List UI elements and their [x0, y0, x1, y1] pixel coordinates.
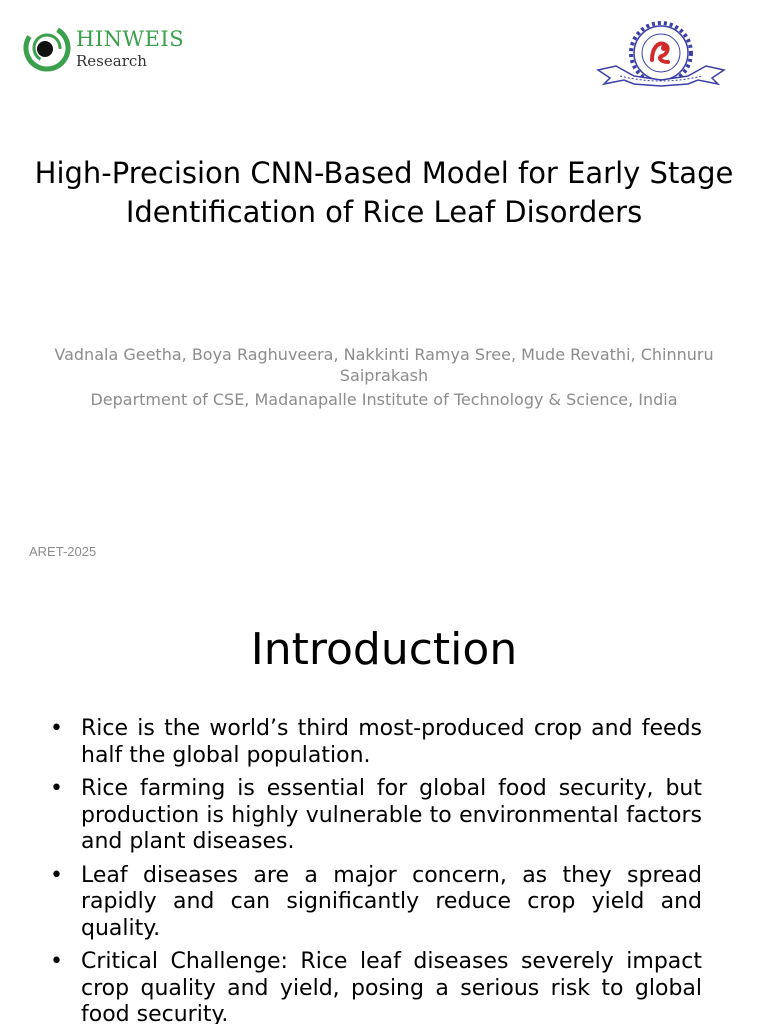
- section-heading: Introduction: [250, 624, 518, 675]
- bullet-marker: •: [50, 862, 63, 888]
- bullet-item: [50, 949, 702, 1024]
- bullet-marker: •: [50, 716, 63, 741]
- bullet-text: Critical Challenge: Rice leaf diseases severely impact crop quality and yield, posing a serious risk to global food security.: [81, 949, 702, 1024]
- logo-sub-text: Research: [76, 52, 147, 70]
- logo-brand-text: HINWEIS: [76, 27, 185, 51]
- introduction-slide: [0, 576, 768, 1024]
- bullet-list: [50, 716, 702, 1024]
- paper-title: High-Precision CNN-Based Model for Early Stage Identification of Rice Leaf Disorders: [34, 156, 734, 229]
- bullet-text: Rice farming is essential for global food security, but production is highly vulnerable to environmental factors and plant diseases.: [81, 776, 702, 854]
- institute-logo: [594, 20, 728, 88]
- bullet-marker: •: [50, 949, 63, 974]
- author-list: Vadnala Geetha, Boya Raghuveera, Nakkinti Ramya Sree, Mude Revathi, Chinnuru Saiprakash: [54, 345, 714, 385]
- bullet-item: [50, 716, 702, 769]
- bullet-text: Leaf diseases are a major concern, as they spread rapidly and can significantly reduce crop yield and quality.: [81, 862, 702, 941]
- hinweis-logo: [22, 22, 197, 74]
- hinweis-ring-logo-icon: [22, 22, 72, 72]
- bullet-item: [50, 863, 702, 943]
- affiliation: Department of CSE, Madanapalle Institute of Technology & Science, India: [90, 390, 678, 409]
- bullet-item: [50, 776, 702, 856]
- conference-label: ARET-2025: [29, 544, 97, 559]
- bullet-text: Rice is the world’s third most-produced crop and feeds half the global population.: [81, 716, 702, 768]
- bullet-marker: •: [50, 776, 63, 801]
- institute-seal-icon: [594, 20, 728, 88]
